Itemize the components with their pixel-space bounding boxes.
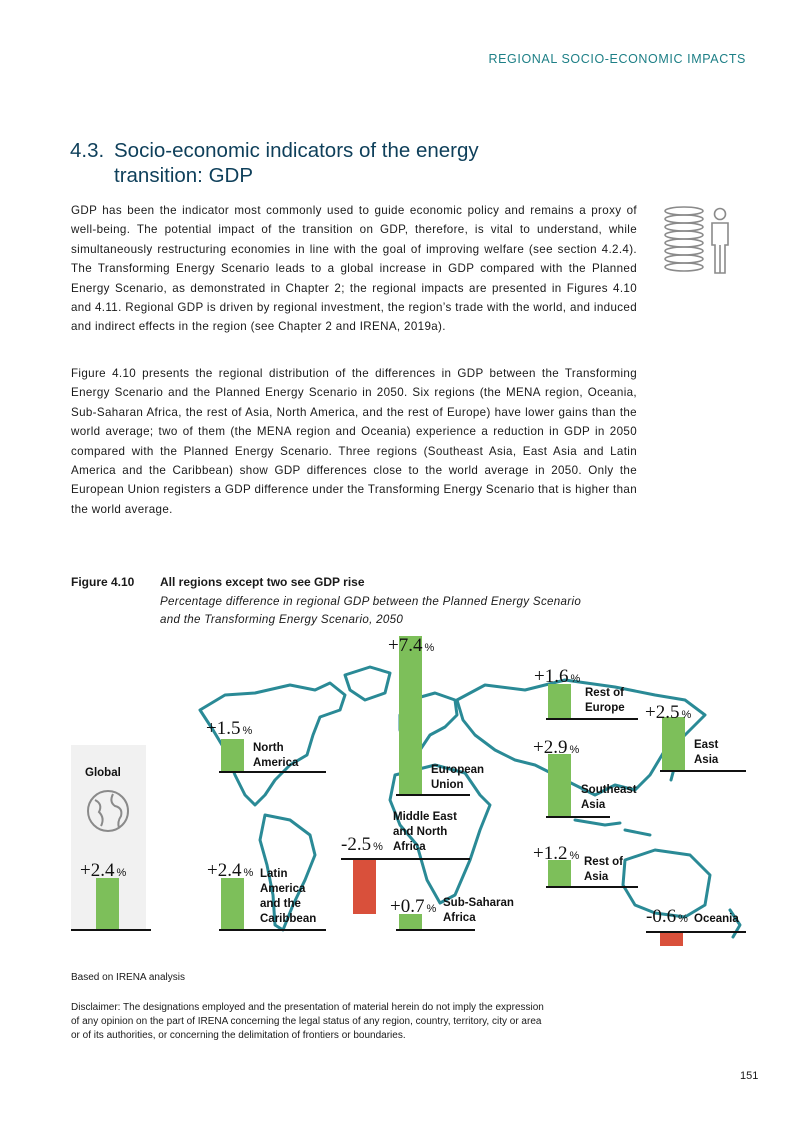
value-label-latin-america: +2.4 %	[207, 860, 254, 881]
value-label-north-america: +1.5 %	[206, 718, 253, 739]
baseline-east-asia	[660, 770, 746, 772]
section-title-line2: transition: GDP	[114, 164, 253, 187]
baseline-north-america	[219, 771, 326, 773]
globe-icon	[85, 788, 131, 834]
value-label-global: +2.4 %	[80, 860, 127, 881]
value-label-sub-saharan-africa: +0.7 %	[390, 896, 437, 917]
paragraph-1: GDP has been the indicator most commonly used to guide economic policy and remains a proxy of well-being. The potential impact of the transition on GDP, therefore, is vital to understand, while simultaneously restructuring economies in line with the goal of improving welfare (see section 4.2.4). The Transforming Energy Scenario leads to a global increase in GDP compared with the Planned Energy Scenario, as demonstrated in Chapter 2; the regional impacts are presented in Figures 4.10 and 4.11. Regional GDP is driven by regional investment, the region’s trade with the world, and induced and indirect effects in the region (see Chapter 2 and IRENA, 2019a).	[71, 204, 637, 334]
bar-global	[96, 878, 119, 929]
value-label-east-asia: +2.5 %	[645, 702, 692, 723]
figure-title: All regions except two see GDP rise	[160, 575, 365, 589]
bar-european-union	[399, 636, 422, 794]
figure-subtitle-line1: Percentage difference in regional GDP between the Planned Energy Scenario	[160, 595, 582, 608]
bar-rest-of-europe	[548, 684, 571, 718]
region-label-latin-america: Latin America and the Caribbean	[260, 868, 317, 925]
disclaimer: Disclaimer: The designations employed and the presentation of material herein do not imply the expression of any opinion on the part of IRENA concerning the legal status of any region, country, territory, city or area or of its authorities, or concerning the delimitation of frontiers or boundaries.	[71, 1002, 544, 1041]
figure-subtitle	[160, 593, 680, 628]
value-label-southeast-asia: +2.9 %	[533, 737, 580, 758]
page-number: 151	[740, 1070, 759, 1082]
baseline-global	[71, 929, 151, 931]
value-label-rest-of-europe: +1.6 %	[534, 666, 581, 687]
section-title	[70, 138, 630, 188]
source-note: Based on IRENA analysis	[71, 972, 185, 983]
baseline-southeast-asia	[546, 816, 610, 818]
global-label: Global	[85, 767, 121, 779]
region-label-southeast-asia: Southeast Asia	[581, 784, 637, 811]
baseline-latin-america	[219, 929, 326, 931]
coins-person-icon	[660, 203, 742, 277]
region-label-sub-saharan-africa: Sub-Saharan Africa	[443, 897, 514, 924]
baseline-rest-of-asia	[546, 886, 638, 888]
running-head: REGIONAL SOCIO-ECONOMIC IMPACTS	[488, 52, 746, 66]
bar-east-asia	[662, 717, 685, 771]
baseline-sub-saharan-africa	[396, 929, 475, 931]
region-label-rest-of-asia: Rest of Asia	[584, 856, 623, 883]
region-label-european-union: European Union	[431, 764, 485, 791]
value-label-european-union: +7.4 %	[388, 635, 435, 656]
paragraph-2: Figure 4.10 presents the regional distribution of the differences in GDP between the Transforming Energy Scenario and the Planned Energy Scenario in 2050. Six regions (the MENA region, Oceania, Sub-Saharan Africa, the rest of Asia, North America, and the rest of Europe) have lower gains than the world average; two of them (the MENA region and Oceania) experience a reduction in GDP in 2050 compared with the Planned Energy Scenario. Three regions (Southeast Asia, East Asia and Latin America and the Caribbean) show GDP differences close to the world average in 2050. Only the European Union registers a GDP difference under the Transforming Energy Scenario that is higher than the world average.	[71, 367, 637, 516]
section-number: 4.3.	[70, 139, 105, 162]
baseline-european-union	[396, 794, 470, 796]
figure-label: Figure 4.10	[71, 575, 135, 589]
section-title-line1: Socio-economic indicators of the energy	[114, 139, 479, 162]
region-label-east-asia: East Asia	[694, 739, 719, 766]
bar-north-america	[221, 739, 244, 771]
figure-subtitle-line2: and the Transforming Energy Scenario, 2050	[160, 612, 404, 626]
region-label-mena: Middle East and North Africa	[393, 811, 457, 853]
value-label-rest-of-asia: +1.2 %	[533, 843, 580, 864]
baseline-rest-of-europe	[546, 718, 638, 720]
bar-southeast-asia	[548, 754, 571, 816]
baseline-mena	[341, 858, 470, 860]
region-label-oceania: Oceania	[694, 913, 739, 925]
region-label-rest-of-europe: Rest of Europe	[585, 687, 625, 714]
bar-latin-america	[221, 878, 244, 929]
value-label-oceania: -0.6 %	[646, 906, 688, 927]
region-label-north-america: North America	[253, 742, 299, 769]
baseline-oceania	[646, 931, 746, 933]
bar-mena	[353, 860, 376, 914]
bar-oceania	[660, 933, 683, 946]
value-label-mena: -2.5 %	[341, 834, 383, 855]
